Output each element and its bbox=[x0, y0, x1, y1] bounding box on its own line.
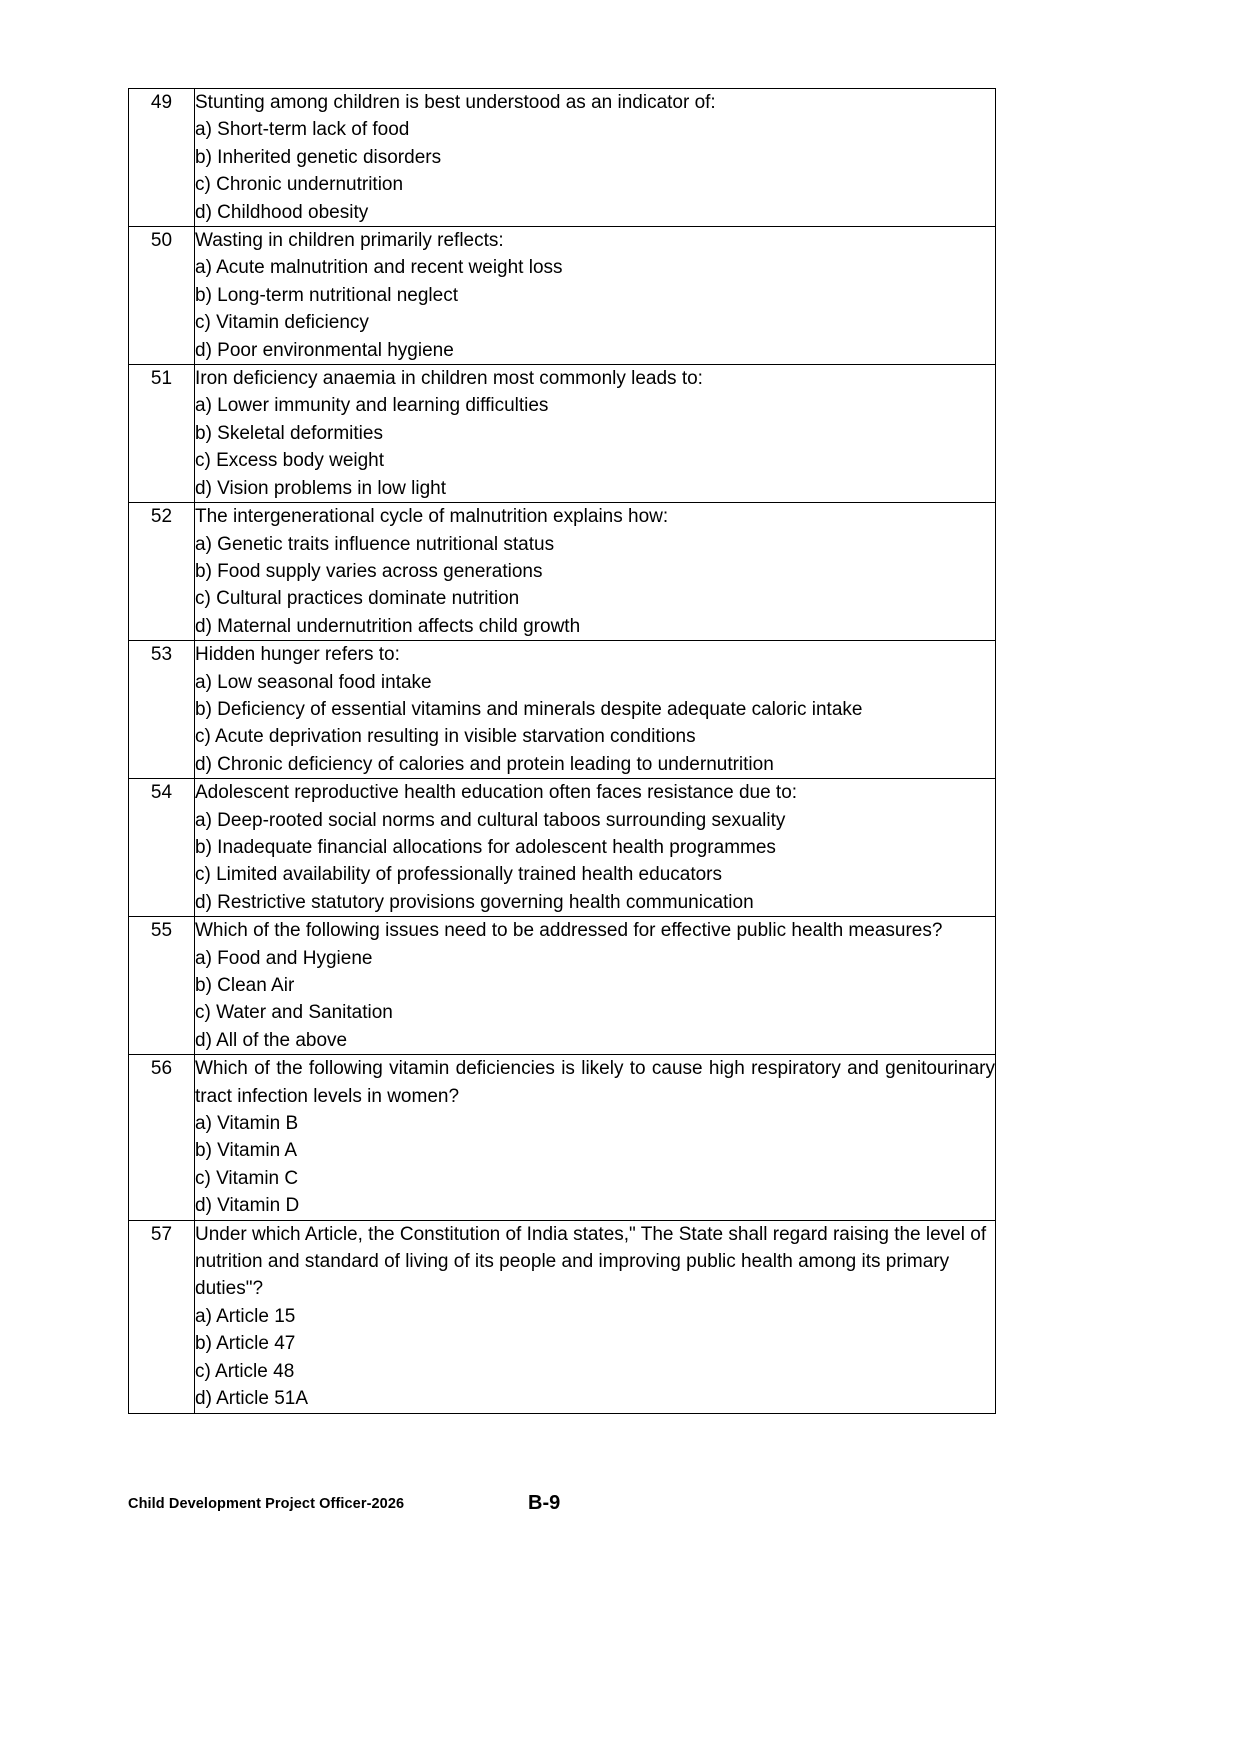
question-option[interactable]: d) Vision problems in low light bbox=[195, 477, 446, 499]
question-option[interactable]: d) Vitamin D bbox=[195, 1195, 300, 1217]
page-footer bbox=[128, 1492, 1113, 1522]
question-stem: Adolescent reproductive health education often faces resistance due to: bbox=[195, 782, 798, 804]
question-body bbox=[195, 641, 996, 779]
question-row bbox=[129, 365, 996, 503]
question-stem: Which of the following issues need to be addressed for effective public health measures? bbox=[195, 920, 943, 942]
question-option[interactable]: a) Vitamin B bbox=[195, 1113, 299, 1135]
question-row bbox=[129, 779, 996, 917]
question-stem: Under which Article, the Constitution of India states," The State shall regard raising the level of nutrition and standard of living of its people and improving public health among its primary duties"? bbox=[195, 1223, 987, 1300]
question-row bbox=[129, 227, 996, 365]
question-option[interactable]: a) Article 15 bbox=[195, 1305, 296, 1327]
question-option[interactable]: b) Vitamin A bbox=[195, 1140, 298, 1162]
question-number: 51 bbox=[129, 365, 195, 503]
question-option[interactable]: c) Cultural practices dominate nutrition bbox=[195, 588, 520, 610]
questions-table bbox=[128, 88, 996, 1414]
question-body bbox=[195, 1220, 996, 1413]
question-body bbox=[195, 917, 996, 1055]
question-option[interactable]: b) Clean Air bbox=[195, 975, 295, 996]
question-body bbox=[195, 1055, 996, 1220]
question-option[interactable]: a) Short-term lack of food bbox=[195, 119, 410, 141]
question-number: 55 bbox=[129, 917, 195, 1055]
question-number: 50 bbox=[129, 227, 195, 365]
question-option[interactable]: a) Lower immunity and learning difficulties bbox=[195, 395, 549, 417]
question-option[interactable]: a) Food and Hygiene bbox=[195, 947, 373, 969]
question-stem: Iron deficiency anaemia in children most commonly leads to: bbox=[195, 368, 703, 390]
question-body bbox=[195, 365, 996, 503]
question-row bbox=[129, 89, 996, 227]
question-row bbox=[129, 503, 996, 641]
question-number: 52 bbox=[129, 503, 195, 641]
question-stem: Which of the following vitamin deficiencies is likely to cause high respiratory and genitourinary tract infection levels in women? bbox=[195, 1058, 995, 1107]
question-option[interactable]: b) Inadequate financial allocations for adolescent health programmes bbox=[195, 836, 776, 858]
footer-page-number: B-9 bbox=[528, 1492, 561, 1514]
question-number: 56 bbox=[129, 1055, 195, 1220]
question-option[interactable]: c) Acute deprivation resulting in visible starvation conditions bbox=[195, 726, 696, 748]
question-option[interactable]: a) Low seasonal food intake bbox=[195, 671, 432, 693]
question-row bbox=[129, 1220, 996, 1413]
questions-table-body bbox=[129, 89, 996, 1414]
question-option[interactable]: d) Restrictive statutory provisions governing health communication bbox=[195, 891, 754, 913]
question-option[interactable]: d) All of the above bbox=[195, 1029, 348, 1051]
question-option[interactable]: c) Chronic undernutrition bbox=[195, 174, 404, 196]
question-option[interactable]: d) Article 51A bbox=[195, 1388, 308, 1410]
question-stem: Stunting among children is best understood as an indicator of: bbox=[195, 92, 716, 113]
question-option[interactable]: a) Acute malnutrition and recent weight loss bbox=[195, 257, 563, 279]
question-body bbox=[195, 227, 996, 365]
question-option[interactable]: b) Food supply varies across generations bbox=[195, 560, 543, 582]
question-number: 53 bbox=[129, 641, 195, 779]
question-option[interactable]: d) Childhood obesity bbox=[195, 201, 369, 223]
footer-exam-title: Child Development Project Officer-2026 bbox=[128, 1496, 405, 1512]
question-row bbox=[129, 917, 996, 1055]
question-row bbox=[129, 641, 996, 779]
question-option[interactable]: d) Poor environmental hygiene bbox=[195, 339, 454, 361]
question-option[interactable]: b) Deficiency of essential vitamins and minerals despite adequate caloric intake bbox=[195, 698, 863, 720]
question-option[interactable]: c) Vitamin C bbox=[195, 1167, 299, 1189]
question-option[interactable]: c) Excess body weight bbox=[195, 450, 385, 472]
question-body bbox=[195, 503, 996, 641]
question-body bbox=[195, 89, 996, 227]
question-stem: Wasting in children primarily reflects: bbox=[195, 230, 504, 252]
question-option[interactable]: b) Inherited genetic disorders bbox=[195, 146, 442, 168]
question-number: 57 bbox=[129, 1220, 195, 1413]
question-row bbox=[129, 1055, 996, 1220]
question-option[interactable]: b) Skeletal deformities bbox=[195, 422, 383, 444]
question-stem: Hidden hunger refers to: bbox=[195, 644, 400, 666]
question-number: 49 bbox=[129, 89, 195, 227]
question-option[interactable]: d) Maternal undernutrition affects child growth bbox=[195, 615, 581, 637]
question-option[interactable]: a) Genetic traits influence nutritional status bbox=[195, 533, 555, 555]
question-stem: The intergenerational cycle of malnutrition explains how: bbox=[195, 506, 669, 528]
question-option[interactable]: b) Long-term nutritional neglect bbox=[195, 284, 458, 306]
question-option[interactable]: d) Chronic deficiency of calories and protein leading to undernutrition bbox=[195, 753, 774, 775]
question-option[interactable]: c) Vitamin deficiency bbox=[195, 312, 369, 334]
question-option[interactable]: a) Deep-rooted social norms and cultural taboos surrounding sexuality bbox=[195, 809, 786, 831]
question-option[interactable]: c) Limited availability of professionally trained health educators bbox=[195, 864, 722, 886]
question-body bbox=[195, 779, 996, 917]
question-option[interactable]: c) Article 48 bbox=[195, 1360, 295, 1382]
question-option[interactable]: c) Water and Sanitation bbox=[195, 1002, 393, 1024]
question-number: 54 bbox=[129, 779, 195, 917]
question-option[interactable]: b) Article 47 bbox=[195, 1333, 296, 1355]
